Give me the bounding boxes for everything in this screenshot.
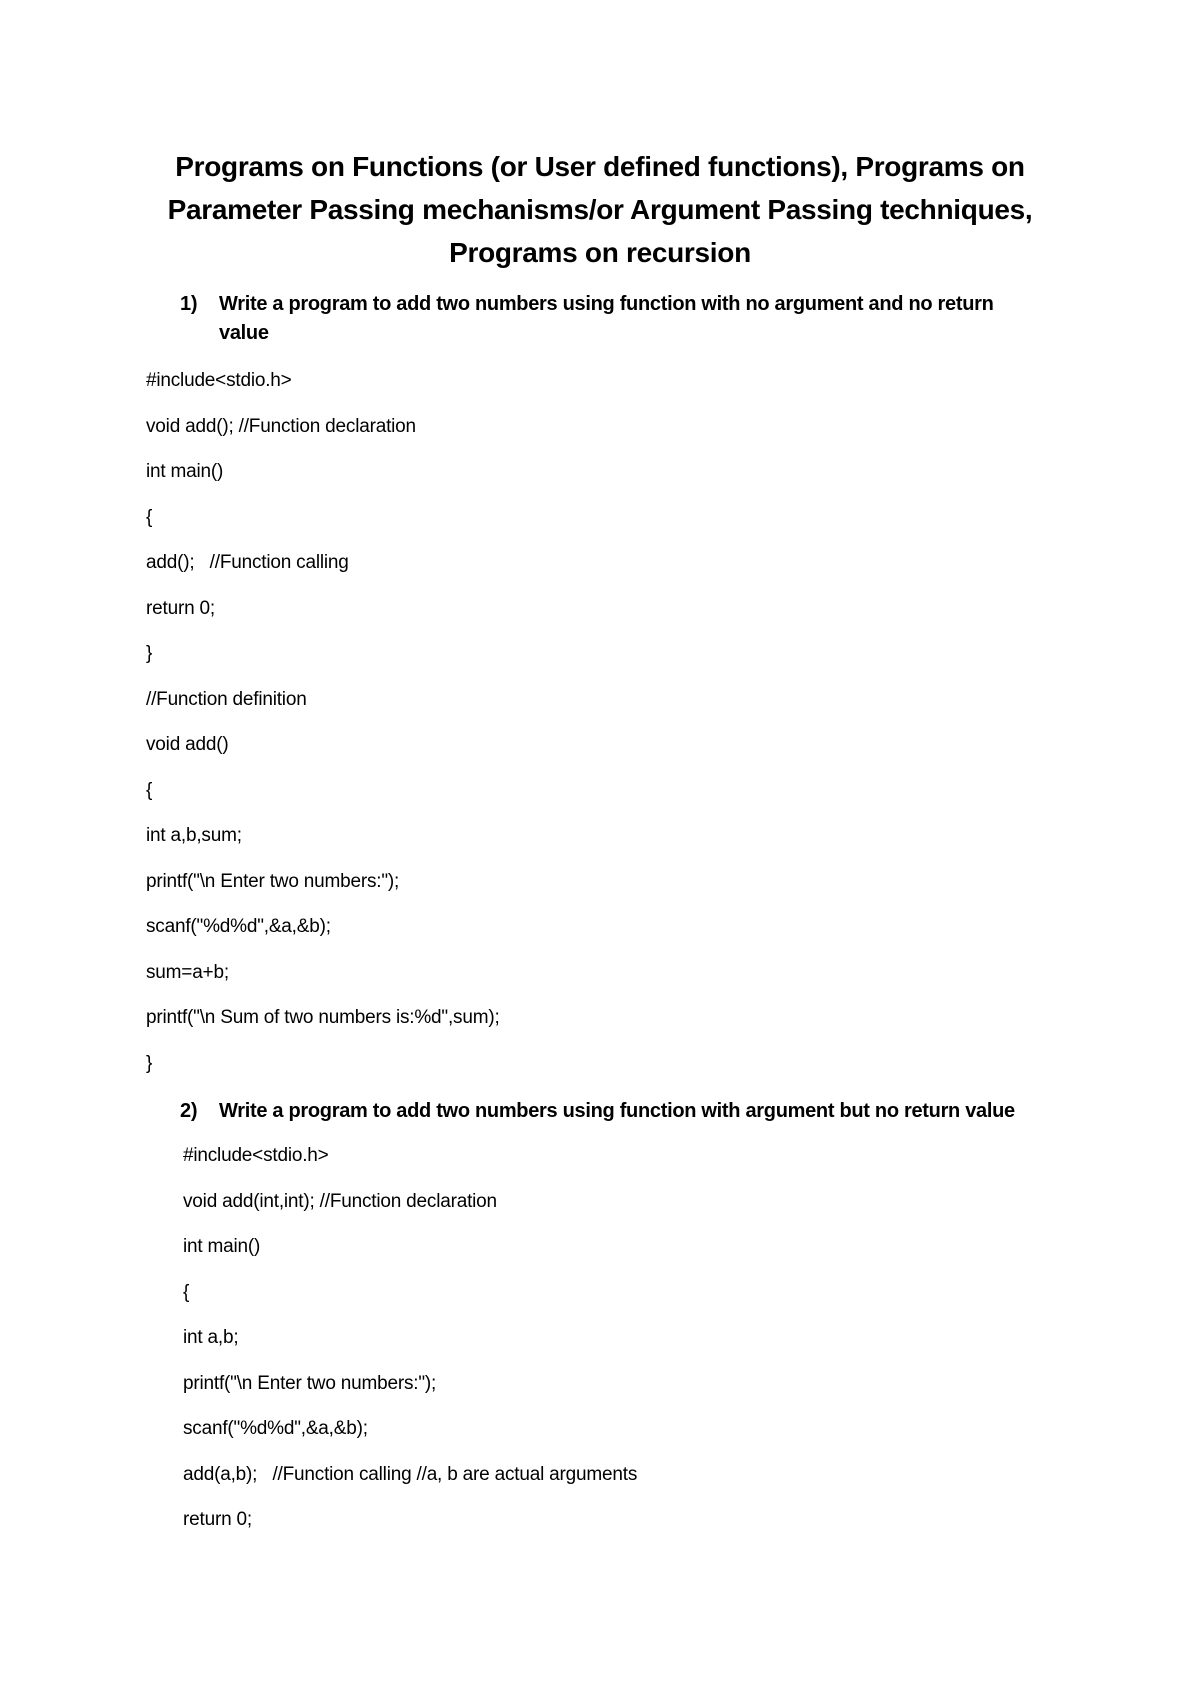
code-line: } [146, 643, 153, 664]
question-1-text: Write a program to add two numbers using function with no argument and no return value [219, 293, 994, 344]
code-block-2 [183, 1145, 637, 1555]
code-line: void add(); //Function declaration [146, 415, 416, 437]
code-line: { [183, 1281, 190, 1303]
code-block-1 [146, 370, 500, 1098]
title-line-1: Programs on Functions (or User defined functions), Programs on [175, 151, 1025, 182]
question-2-number: 2) [180, 1100, 198, 1122]
title-line-3: Programs on recursion [449, 237, 751, 268]
code-line: { [146, 779, 153, 801]
question-2-text: Write a program to add two numbers using function with argument but no return value [219, 1100, 1015, 1122]
code-line: return 0; [146, 597, 215, 619]
code-line: } [146, 1052, 153, 1074]
code-line: int a,b,sum; [146, 825, 242, 846]
code-line: #include<stdio.h> [146, 370, 292, 391]
question-1-heading [180, 290, 1040, 348]
code-line: void add(int,int); //Function declaration [183, 1190, 497, 1212]
code-line: add(a,b); //Function calling //a, b are actual arguments [183, 1463, 638, 1485]
code-line: add(); //Function calling [146, 552, 349, 573]
code-line: int main() [146, 461, 224, 482]
code-line: printf("\n Enter two numbers:"); [146, 870, 400, 892]
question-2-heading [180, 1097, 1080, 1126]
question-1-number: 1) [180, 293, 198, 315]
document-title [100, 145, 1100, 274]
code-line: int a,b; [183, 1327, 239, 1348]
code-line: scanf("%d%d",&a,&b); [146, 916, 331, 937]
code-line: printf("\n Enter two numbers:"); [183, 1372, 437, 1394]
code-line: sum=a+b; [146, 961, 229, 983]
code-line: printf("\n Sum of two numbers is:%d",sum); [146, 1007, 500, 1028]
code-line: scanf("%d%d",&a,&b); [183, 1418, 368, 1439]
title-line-2: Parameter Passing mechanisms/or Argument Passing techniques, [167, 194, 1033, 225]
code-line: //Function definition [146, 688, 307, 710]
code-line: { [146, 506, 153, 528]
code-line: int main() [183, 1236, 261, 1257]
code-line: #include<stdio.h> [183, 1145, 329, 1166]
code-line: void add() [146, 734, 229, 755]
code-line: return 0; [183, 1509, 252, 1530]
